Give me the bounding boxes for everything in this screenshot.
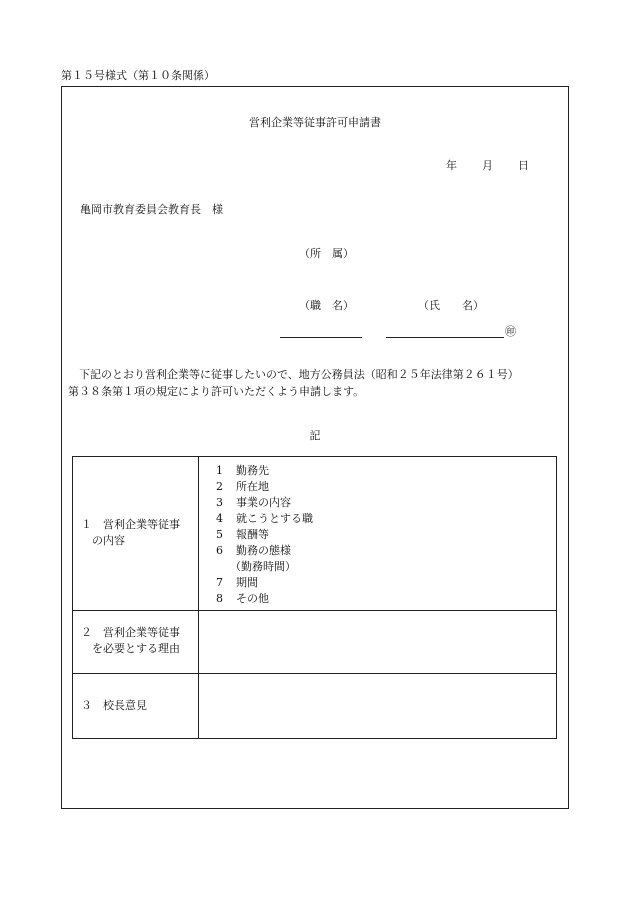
ki-heading: 記 xyxy=(309,429,321,442)
request-statement xyxy=(68,366,560,400)
row2-label xyxy=(81,625,180,657)
list-item: 5 報酬等 xyxy=(216,528,269,541)
date-day-label: 日 xyxy=(518,159,529,172)
name-signature-line[interactable] xyxy=(386,337,504,338)
request-line-2: 第３８条第１項の規定により許可いただくよう申請します。 xyxy=(68,385,365,398)
date-year-label: 年 xyxy=(446,159,457,172)
affiliation-label: （所 属） xyxy=(299,247,354,260)
row2-input-cell[interactable] xyxy=(199,611,556,672)
list-item: 8 その他 xyxy=(216,592,269,605)
position-label: （職 名） xyxy=(299,299,354,312)
date-month-label: 月 xyxy=(482,159,493,172)
row1-label-line-2: の内容 xyxy=(92,534,125,547)
list-item: 2 所在地 xyxy=(216,480,269,493)
seal-mark: ㊞ xyxy=(505,325,516,338)
request-line-1-text: 下記のとおり営利企業等に従事したいので、地方公務員法（昭和２５年法律第２６１号） xyxy=(79,368,519,381)
document-title: 営利企業等従事許可申請書 xyxy=(249,116,381,129)
list-item: 4 就こうとする職 xyxy=(216,512,313,525)
row2-label-line-1: ２ 営利企業等従事 xyxy=(81,626,180,639)
row3-label: ３ 校長意見 xyxy=(81,699,147,712)
list-item: 6 勤務の態様 xyxy=(216,544,291,557)
list-item: 3 事業の内容 xyxy=(216,496,291,509)
details-table xyxy=(72,456,557,739)
row2-label-line-2: を必要とする理由 xyxy=(92,642,180,655)
list-item: （勤務時間） xyxy=(230,560,296,573)
row1-label-line-1: １ 営利企業等従事 xyxy=(81,518,180,531)
row3-input-cell[interactable] xyxy=(199,674,556,738)
name-label: （氏 名） xyxy=(418,299,484,312)
request-line-1 xyxy=(68,366,560,383)
position-signature-line[interactable] xyxy=(280,337,362,338)
form-number-label: 第１５号様式（第１０条関係） xyxy=(61,69,215,82)
row1-label xyxy=(81,517,180,549)
list-item: 7 期間 xyxy=(216,576,258,589)
addressee: 亀岡市教育委員会教育長 様 xyxy=(80,203,223,216)
row1-content-list[interactable] xyxy=(216,463,313,607)
list-item: 1 勤務先 xyxy=(216,464,269,477)
